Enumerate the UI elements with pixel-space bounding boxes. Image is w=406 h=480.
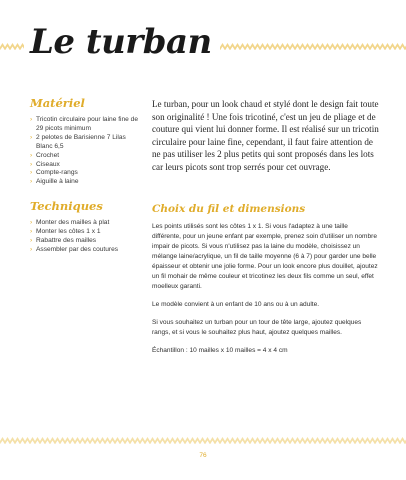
materials-list xyxy=(30,116,140,187)
page-number: 76 xyxy=(199,452,207,459)
section-heading: Choix du fil et dimensions xyxy=(152,203,306,215)
sidebar xyxy=(30,96,140,255)
techniques-section xyxy=(30,199,140,255)
materials-heading: Matériel xyxy=(30,96,85,110)
intro-paragraph: Le turban, pour un look chaud et stylé dont le design fait toute son originalité ! Une fois tricotiné, c'est un jeu de pliage et de couture qui vient lui donner forme. Il est réalisé sur un tricotin circulaire pour laine fine, cependant, il faut faire attention de ne pas utiliser les 2 plus petits qui sont proposés dans les lots car leurs picots sont trop serrés pour cet ouvrage. xyxy=(152,99,379,172)
list-item: › Monter les côtes 1 x 1 xyxy=(30,228,140,237)
body-paragraph: Le modèle convient à un enfant de 10 ans ou à un adulte. xyxy=(152,301,320,308)
list-item: › Monter des mailles à plat xyxy=(30,219,140,228)
section-body xyxy=(152,222,378,364)
body-paragraph: Les points utilisés sont les côtes 1 x 1. Si vous l'adaptez à une taille différente, pour un jeune enfant par exemple, prenez soin d'utiliser un nombre impair de picots. Si vous n'utilisez pas la laine du modèle, choisissez un mélange laine/acrylique, un fil de taille moyenne (6 à 7) pour garder une belle épaisseur et obtenir une jolie forme. Pour un look encore plus douillet, ajoutez un fil mohair de même couleur et tricotinez les deux fils comme un seul, effet moelleux garanti. xyxy=(152,223,378,290)
materials-section xyxy=(30,96,140,187)
list-item: › Ciseaux xyxy=(30,161,140,170)
body-paragraph: Échantillon : 10 mailles x 10 mailles = 4 x 4 cm xyxy=(152,347,288,354)
list-item: › Crochet xyxy=(30,152,140,161)
decorative-zigzag-border-bottom xyxy=(0,436,406,444)
list-item: › Tricotin circulaire pour laine fine de 29 picots minimum xyxy=(30,116,140,134)
list-item: › Assembler par des coutures xyxy=(30,246,140,255)
page-title: Le turban xyxy=(24,22,220,62)
list-item: › Rabattre des mailles xyxy=(30,237,140,246)
list-item: › Aiguille à laine xyxy=(30,178,140,187)
techniques-list xyxy=(30,219,140,255)
body-paragraph: Si vous souhaitez un turban pour un tour de tête large, ajoutez quelques rangs, et si vous le souhaitez plus haut, ajoutez quelques mailles. xyxy=(152,319,362,336)
techniques-heading: Techniques xyxy=(30,199,103,214)
list-item: › 2 pelotes de Barisienne 7 Lilas Blanc 6,5 xyxy=(30,134,140,152)
list-item: › Compte-rangs xyxy=(30,169,140,178)
